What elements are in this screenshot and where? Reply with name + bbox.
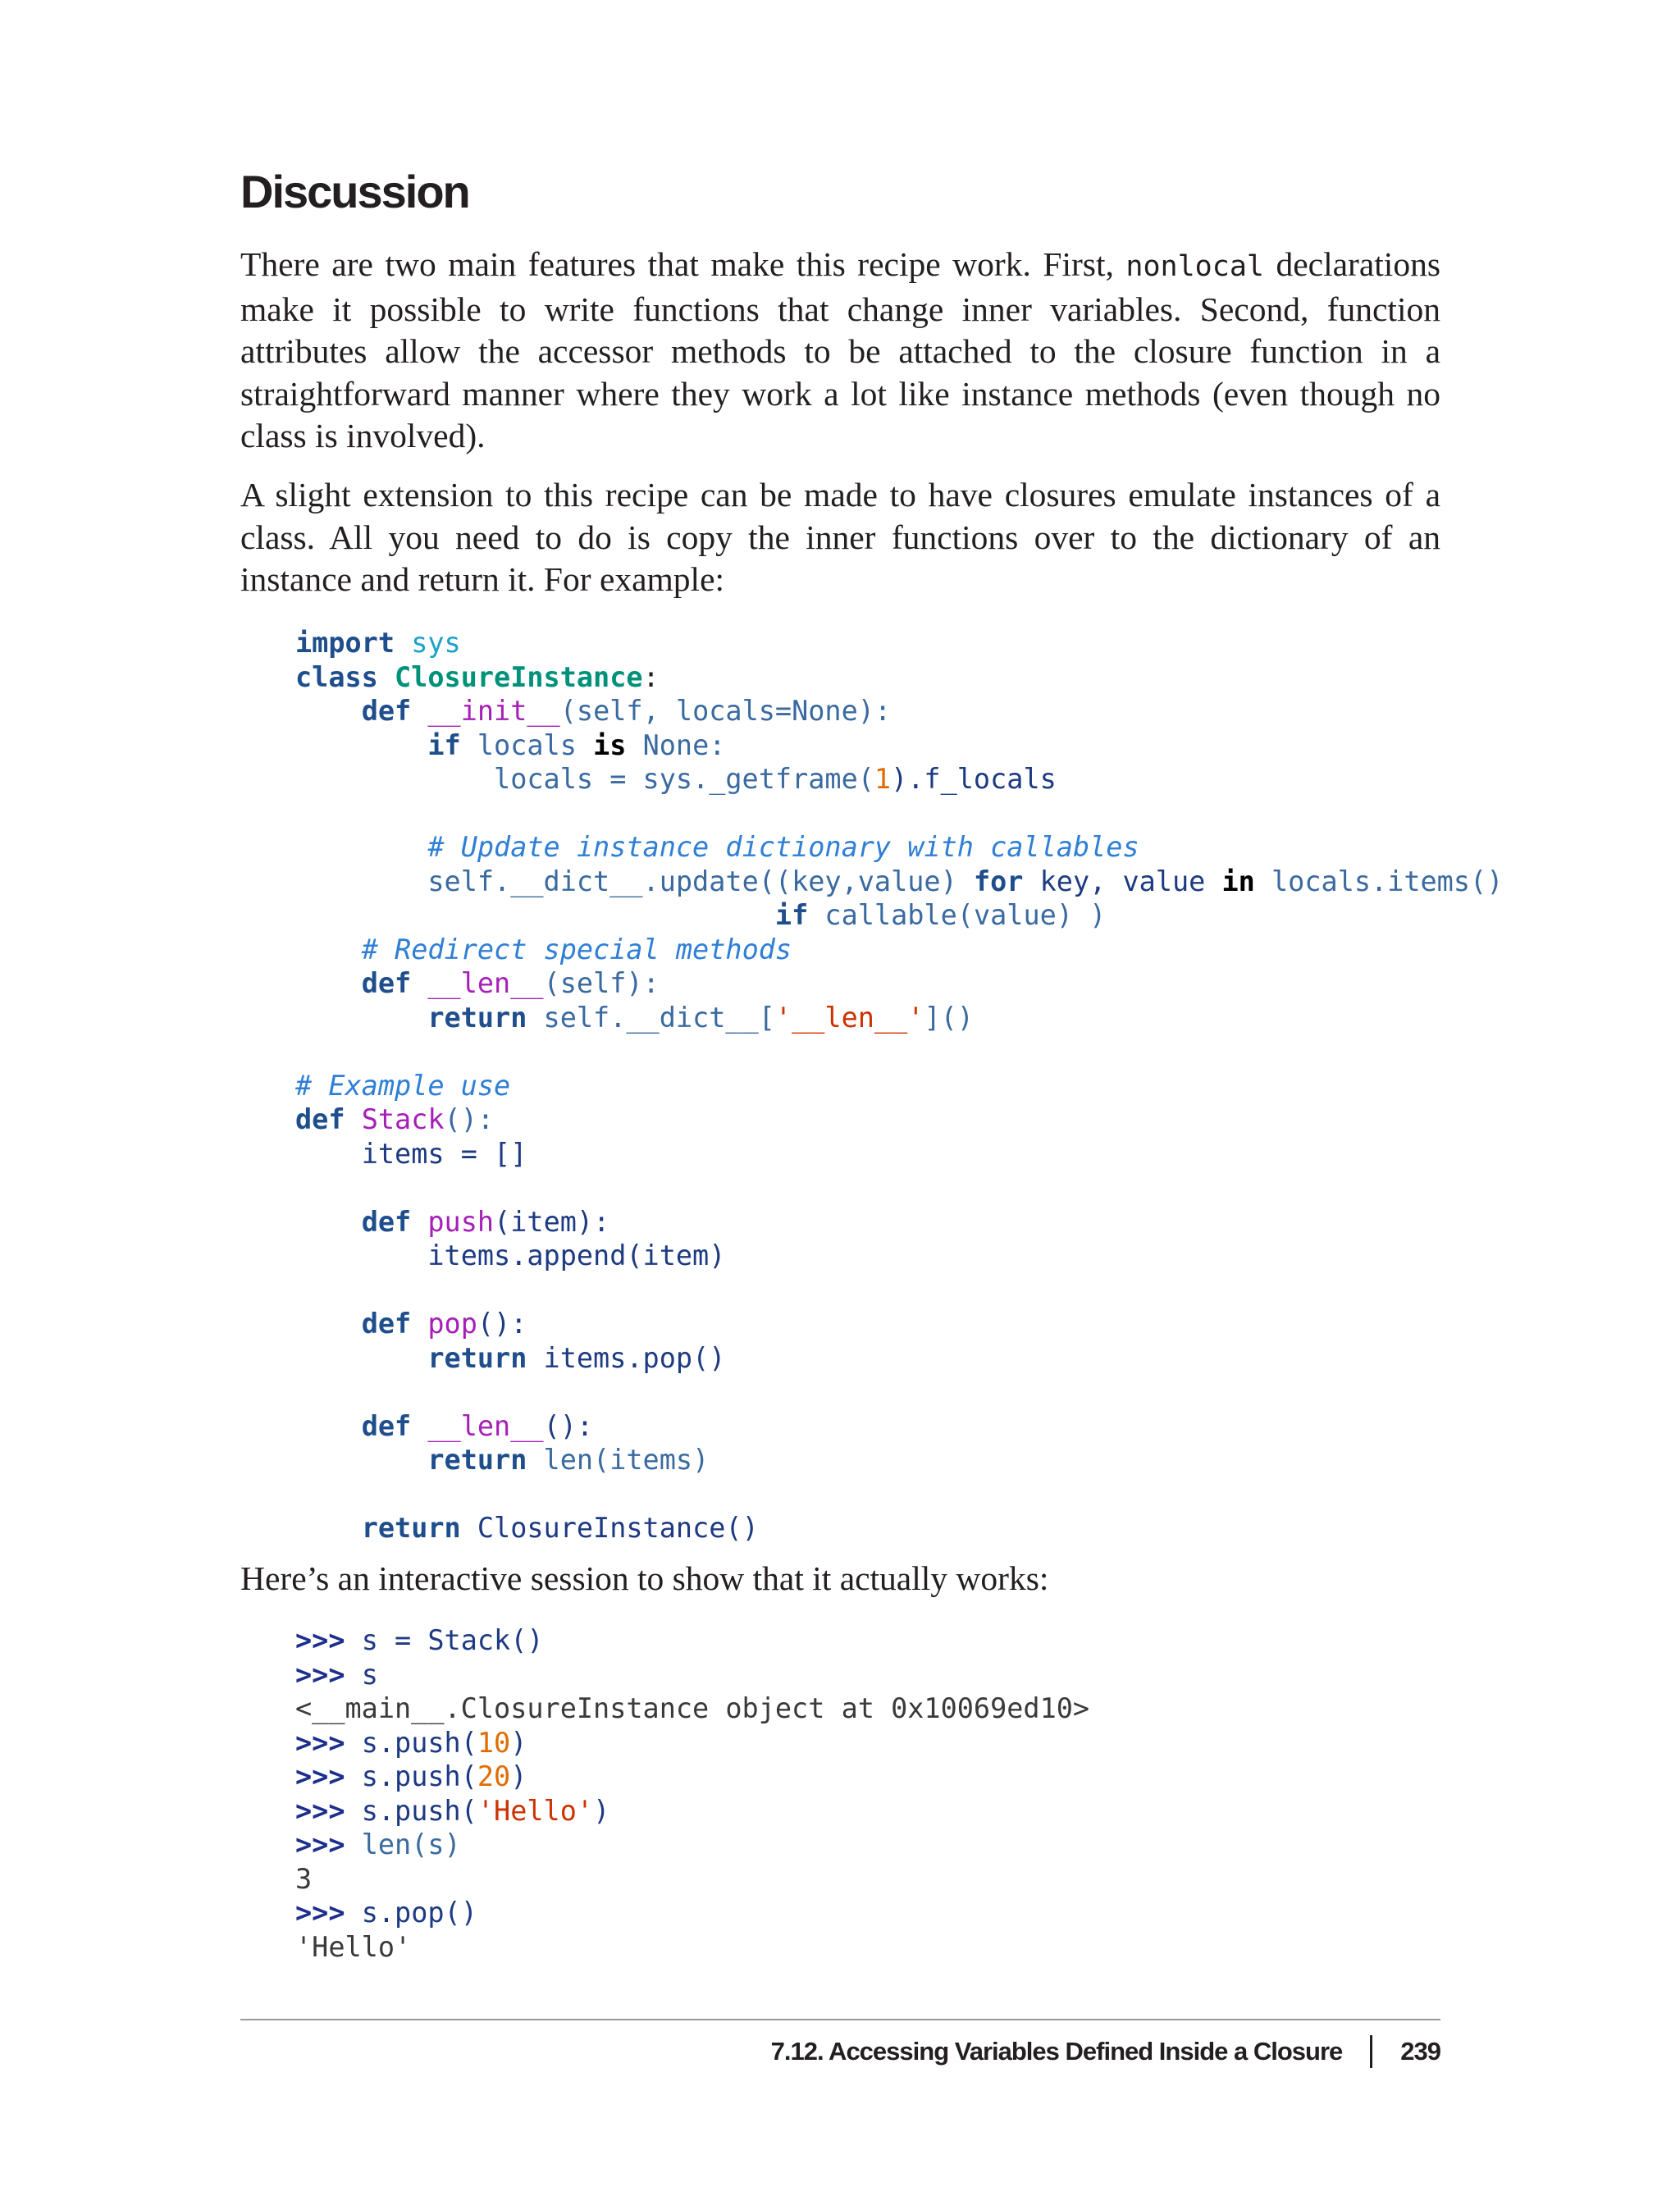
code-token: locals	[477, 728, 577, 761]
code-token: locals = sys._getframe(	[494, 763, 874, 795]
code-token: self.__dict__.update((key,value)	[427, 865, 974, 897]
repl-output: <__main__.ClosureInstance object at 0x10069ed10>	[295, 1692, 1090, 1724]
code-token: def	[361, 1308, 412, 1340]
code-token: def	[361, 695, 412, 727]
footer-separator	[1370, 2035, 1372, 2068]
code-token: items.pop()	[543, 1341, 726, 1374]
code-block-closure-instance	[295, 626, 1503, 1545]
code-token: 10	[477, 1726, 511, 1759]
code-token: push	[427, 1205, 495, 1238]
code-token: if	[427, 728, 461, 761]
code-token: locals.items()	[1254, 865, 1504, 897]
code-token: len(s)	[361, 1828, 461, 1860]
code-token: 1	[874, 763, 892, 795]
code-token: ClosureInstance()	[477, 1512, 759, 1544]
code-token: def	[295, 1103, 345, 1135]
code-comment: # Example use	[295, 1069, 511, 1102]
paragraph-text: There are two main features that make this recipe work. First,	[240, 245, 1126, 283]
code-token: s.push(	[361, 1726, 477, 1759]
code-token: if	[774, 899, 809, 931]
code-token: def	[361, 967, 412, 999]
repl-prompt: >>>	[295, 1760, 345, 1792]
code-token: :	[642, 660, 660, 693]
repl-prompt: >>>	[295, 1897, 345, 1929]
paragraph-session-intro: Here’s an interactive session to show that it actually works:	[240, 1559, 1049, 1597]
code-token: return	[427, 1341, 527, 1374]
code-token: 20	[477, 1760, 511, 1792]
code-token: is	[593, 728, 627, 761]
code-token: ():	[543, 1409, 594, 1442]
repl-output: 3	[295, 1862, 313, 1895]
code-token: return	[361, 1512, 461, 1544]
paragraph-extension: A slight extension to this recipe can be made to have closures emulate instances of a class. All you need to do is copy the inner functions over to the dictionary of an instance and return it. For example:	[240, 476, 1440, 598]
code-comment: # Redirect special methods	[361, 933, 792, 966]
repl-prompt: >>>	[295, 1658, 345, 1691]
code-token: '__len__'	[774, 1001, 924, 1034]
page-footer	[771, 2035, 1440, 2068]
code-token: return	[427, 1001, 527, 1034]
code-block-interactive-session	[295, 1623, 1089, 1964]
code-token: ():	[444, 1103, 495, 1135]
code-token: items.append(item)	[427, 1239, 726, 1271]
code-token: ():	[477, 1308, 527, 1340]
code-token: sys	[411, 627, 461, 659]
code-token: 'Hello'	[477, 1794, 594, 1827]
code-token: for	[973, 865, 1024, 897]
code-token: def	[361, 1409, 412, 1442]
code-token: in	[1221, 865, 1255, 897]
code-token: key, value	[1023, 865, 1222, 897]
code-token: return	[427, 1444, 527, 1476]
code-token: s	[361, 1658, 378, 1691]
code-token: s = Stack()	[361, 1624, 544, 1656]
repl-prompt: >>>	[295, 1794, 345, 1827]
code-token: len(items)	[543, 1444, 710, 1476]
footer-section-title: 7.12. Accessing Variables Defined Inside a Closure	[770, 2037, 1343, 2066]
code-token: Stack	[361, 1103, 445, 1135]
code-token: ClosureInstance	[395, 660, 643, 693]
inline-code-nonlocal: nonlocal	[1125, 250, 1264, 283]
repl-prompt: >>>	[295, 1828, 345, 1860]
code-token: s.pop()	[361, 1897, 477, 1929]
code-token: pop	[427, 1308, 477, 1340]
repl-prompt: >>>	[295, 1624, 345, 1656]
code-token: (item):	[494, 1205, 610, 1238]
repl-prompt: >>>	[295, 1726, 345, 1759]
code-token: s.push(	[361, 1760, 477, 1792]
code-token: )	[510, 1726, 527, 1759]
code-token: )	[510, 1760, 527, 1792]
code-token: None:	[642, 728, 726, 761]
code-token: __len__	[427, 1409, 544, 1442]
code-token: class	[295, 660, 378, 693]
code-token: (self, locals=None):	[559, 695, 892, 727]
code-token: callable(value) )	[824, 899, 1107, 931]
page-number: 239	[1400, 2037, 1440, 2066]
section-heading: Discussion	[240, 166, 469, 217]
code-token: self.__dict__[	[543, 1001, 775, 1034]
code-token: def	[361, 1205, 412, 1238]
code-token: ).f_locals	[891, 763, 1057, 795]
footer-divider	[240, 2019, 1440, 2020]
code-token: __len__	[427, 967, 544, 999]
paragraph-features	[240, 244, 1440, 458]
code-token: import	[295, 627, 395, 659]
code-token: )	[593, 1794, 610, 1827]
repl-output: 'Hello'	[295, 1930, 412, 1963]
code-token: items = []	[361, 1137, 527, 1170]
code-token: __init__	[427, 695, 560, 727]
code-token: (self):	[543, 967, 660, 999]
code-token: ]()	[924, 1001, 974, 1034]
code-token: s.push(	[361, 1794, 477, 1827]
code-comment: # Update instance dictionary with callables	[427, 831, 1139, 863]
paragraph-text: declarations make it possible to write functions that change inner variables. Second, function attributes allow the accessor methods to be attached to the closure function in a straightforward manner where they work a lot like instance methods (even though no class is involved).	[240, 245, 1440, 454]
